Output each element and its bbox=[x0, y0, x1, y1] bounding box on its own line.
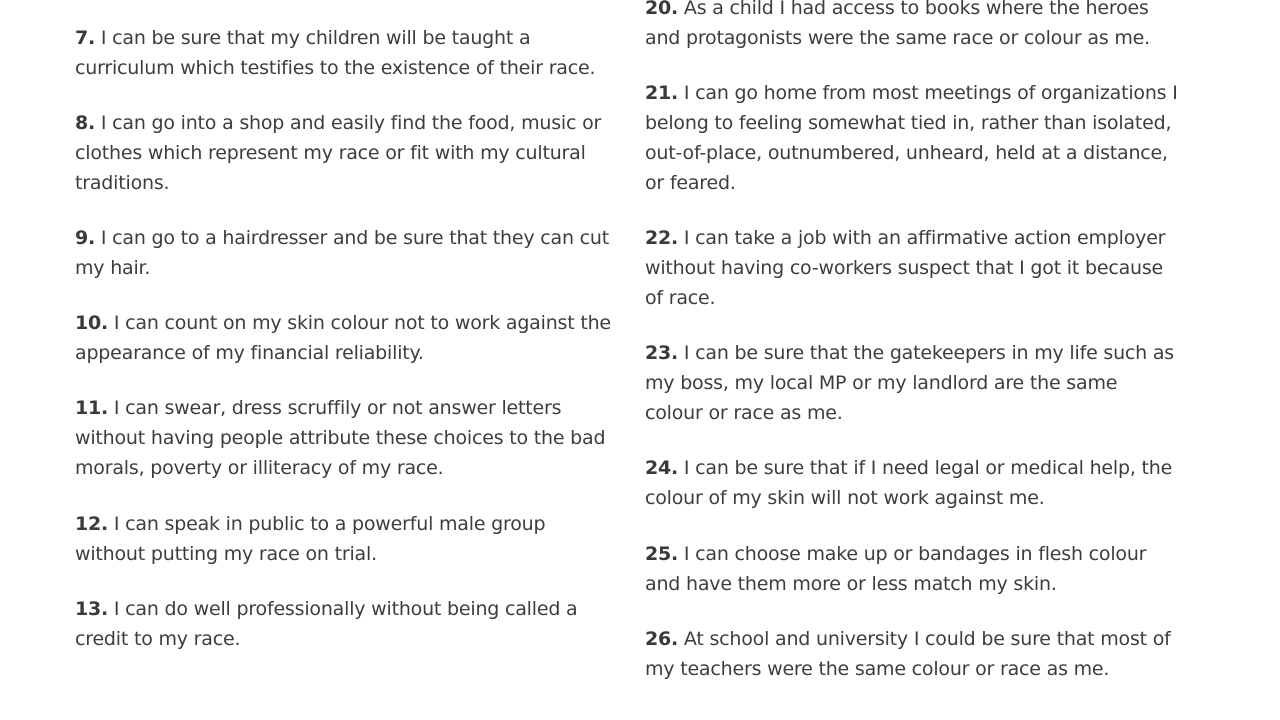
list-item-10 bbox=[75, 308, 615, 368]
item-text: morals, poverty or illiteracy of my race. bbox=[75, 457, 444, 479]
item-text: I can count on my skin colour not to work against the bbox=[113, 312, 611, 334]
item-text: I can go home from most meetings of organizations I bbox=[683, 82, 1178, 104]
item-text: I can go into a shop and easily find the food, music or bbox=[100, 112, 602, 134]
item-number: 9. bbox=[75, 227, 96, 249]
item-text: I can be sure that the gatekeepers in my life such as bbox=[683, 342, 1175, 364]
list-item-21 bbox=[645, 78, 1185, 198]
item-number: 25. bbox=[645, 543, 679, 565]
item-text: I can go to a hairdresser and be sure that they can cut bbox=[100, 227, 609, 249]
item-number: 12. bbox=[75, 513, 109, 535]
item-number: 11. bbox=[75, 397, 109, 419]
item-text: my teachers were the same colour or race as me. bbox=[645, 658, 1110, 680]
item-text: my hair. bbox=[75, 257, 151, 279]
item-number: 8. bbox=[75, 112, 96, 134]
item-number: 7. bbox=[75, 27, 96, 49]
item-number: 21. bbox=[645, 82, 679, 104]
item-text: traditions. bbox=[75, 172, 170, 194]
item-number: 13. bbox=[75, 598, 109, 620]
item-text: without putting my race on trial. bbox=[75, 543, 377, 565]
item-text: As a child I had access to books where the heroes bbox=[683, 0, 1149, 19]
item-text: without having co-workers suspect that I got it because bbox=[645, 257, 1164, 279]
list-item-22 bbox=[645, 223, 1185, 313]
list-item-11 bbox=[75, 393, 615, 483]
item-text: credit to my race. bbox=[75, 628, 241, 650]
list-item-7 bbox=[75, 23, 615, 83]
item-text: without having people attribute these choices to the bad bbox=[75, 427, 606, 449]
item-text: out-of-place, outnumbered, unheard, held at a distance, bbox=[645, 142, 1168, 164]
item-number: 24. bbox=[645, 457, 679, 479]
item-text: I can choose make up or bandages in flesh colour bbox=[683, 543, 1147, 565]
list-item-26 bbox=[645, 624, 1185, 684]
item-text: I can be sure that if I need legal or medical help, the bbox=[683, 457, 1173, 479]
item-text: I can speak in public to a powerful male group bbox=[113, 513, 546, 535]
item-text: curriculum which testifies to the existence of their race. bbox=[75, 57, 596, 79]
item-text: I can be sure that my children will be taught a bbox=[100, 27, 531, 49]
list-item-25 bbox=[645, 539, 1185, 599]
item-text: colour or race as me. bbox=[645, 402, 843, 424]
list-item-20 bbox=[645, 0, 1185, 53]
item-text: At school and university I could be sure that most of bbox=[683, 628, 1171, 650]
item-text: colour of my skin will not work against me. bbox=[645, 487, 1045, 509]
item-number: 23. bbox=[645, 342, 679, 364]
item-text: I can take a job with an affirmative action employer bbox=[683, 227, 1166, 249]
item-text: clothes which represent my race or fit with my cultural bbox=[75, 142, 586, 164]
item-text: of race. bbox=[645, 287, 716, 309]
item-text: and have them more or less match my skin. bbox=[645, 573, 1057, 595]
item-text: I can swear, dress scruffily or not answer letters bbox=[113, 397, 562, 419]
list-item-8 bbox=[75, 108, 615, 198]
item-text: my boss, my local MP or my landlord are the same bbox=[645, 372, 1118, 394]
item-text: and protagonists were the same race or colour as me. bbox=[645, 27, 1150, 49]
item-text: I can do well professionally without being called a bbox=[113, 598, 578, 620]
item-text: belong to feeling somewhat tied in, rather than isolated, bbox=[645, 112, 1172, 134]
list-item-9 bbox=[75, 223, 615, 283]
item-number: 20. bbox=[645, 0, 679, 19]
item-number: 26. bbox=[645, 628, 679, 650]
list-item-24 bbox=[645, 453, 1185, 513]
list-item-23 bbox=[645, 338, 1185, 428]
item-text: or feared. bbox=[645, 172, 736, 194]
list-item-12 bbox=[75, 509, 615, 569]
item-number: 22. bbox=[645, 227, 679, 249]
list-item-13 bbox=[75, 594, 615, 654]
item-number: 10. bbox=[75, 312, 109, 334]
item-text: appearance of my financial reliability. bbox=[75, 342, 424, 364]
